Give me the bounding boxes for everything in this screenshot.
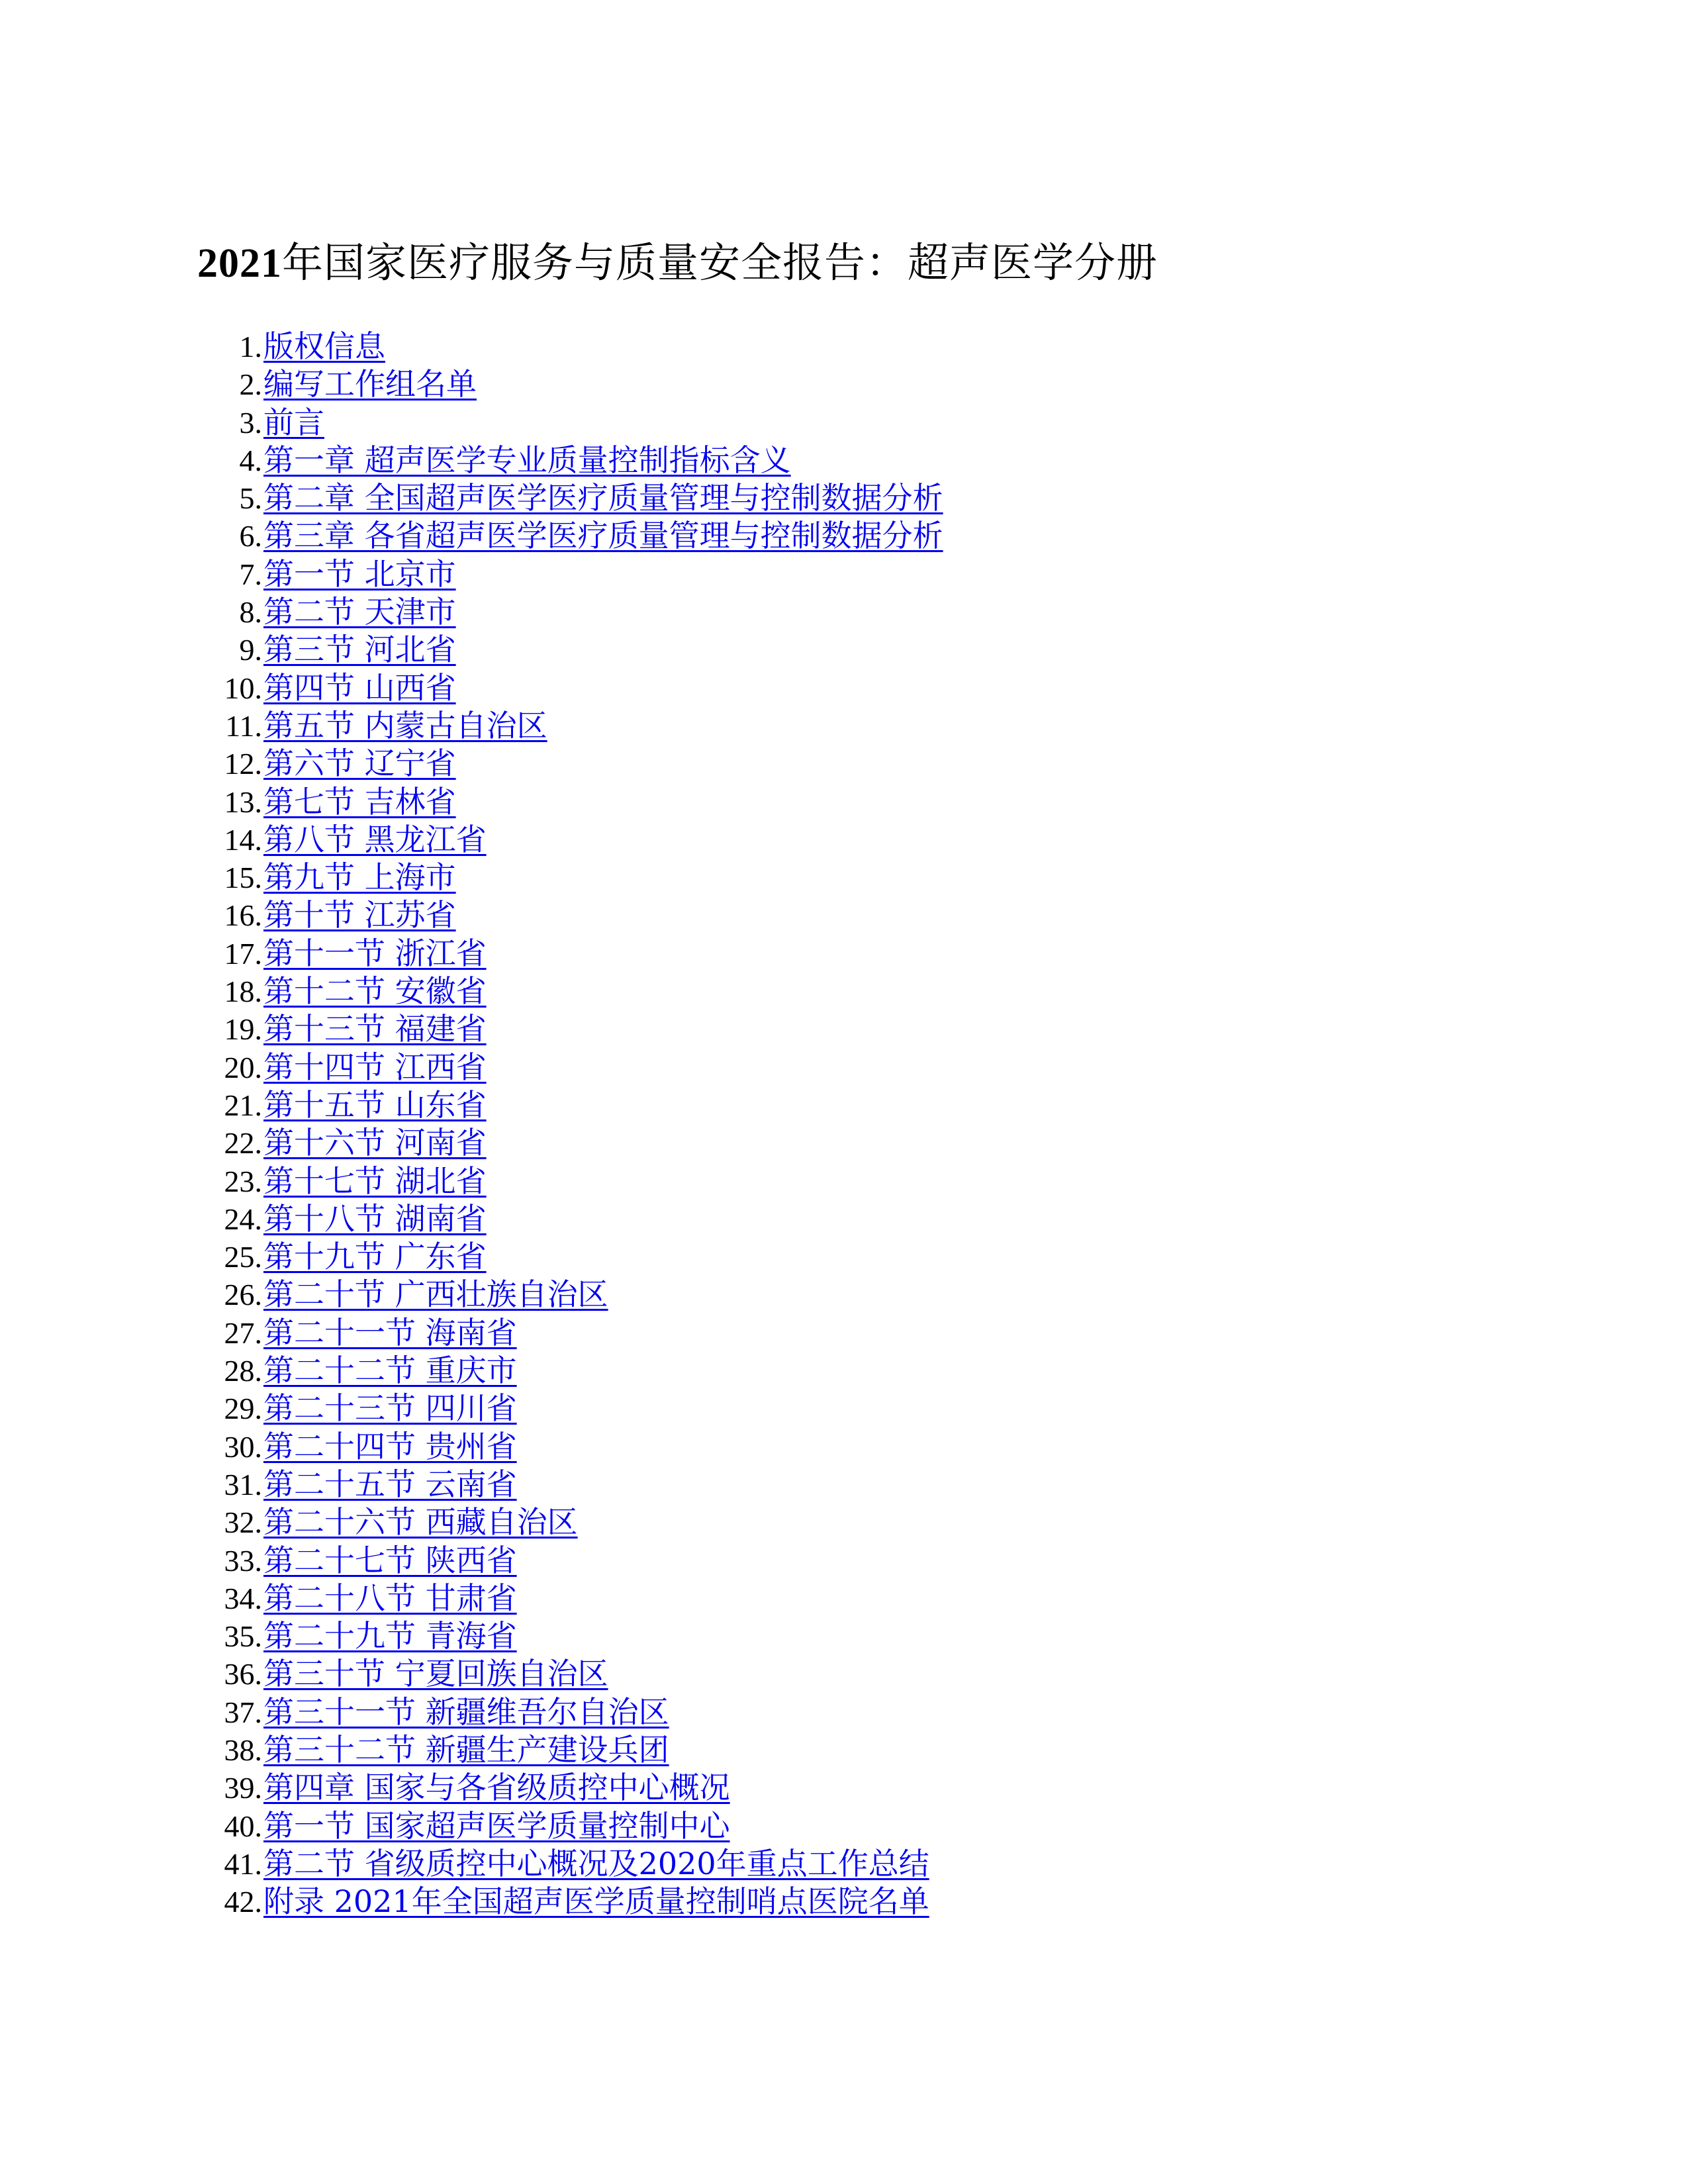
toc-link-section[interactable]: 第二十三节 四川省 [263,1390,517,1427]
toc-item-number: 12. [224,747,262,781]
toc-item [199,1655,943,1693]
toc-item-number: 11. [225,708,262,743]
toc-item [199,631,943,669]
title-text: 年国家医疗服务与质量安全报告：超声医学分册 [282,238,1158,287]
toc-item-number: 3. [239,405,262,440]
toc-item-number: 26. [224,1278,262,1312]
table-of-contents [199,328,943,1921]
toc-item-number: 10. [224,671,262,705]
toc-item [199,1238,943,1276]
toc-item [199,821,943,859]
toc-item-number: 9. [239,633,262,667]
toc-item-number: 15. [224,861,262,895]
toc-item-number: 13. [224,784,262,819]
toc-item-number: 16. [224,898,262,933]
toc-link-section[interactable]: 第三十一节 新疆维吾尔自治区 [263,1693,669,1730]
toc-item [199,745,943,783]
toc-item [199,365,943,403]
toc-item-number: 36. [224,1657,262,1691]
toc-link-section[interactable]: 第十二节 安徽省 [263,973,487,1010]
toc-item-number: 25. [224,1240,262,1274]
document-title [197,233,1158,293]
toc-item-number: 32. [224,1505,262,1540]
toc-item [199,1503,943,1541]
toc-link-section[interactable]: 第一节 北京市 [263,555,456,592]
toc-item [199,1200,943,1238]
toc-item [199,517,943,555]
toc-item-number: 18. [224,974,262,1009]
toc-item [199,1580,943,1617]
toc-item [199,1390,943,1427]
toc-item-number: 38. [224,1733,262,1767]
toc-link-section[interactable]: 第二十四节 贵州省 [263,1428,517,1464]
toc-item-number: 6. [239,519,262,553]
toc-item [199,1049,943,1086]
toc-item-number: 39. [224,1771,262,1805]
toc-link-section[interactable]: 第十四节 江西省 [263,1049,487,1085]
toc-item [199,555,943,593]
toc-item-number: 17. [224,936,262,971]
toc-link-copyright[interactable]: 版权信息 [263,328,385,364]
toc-item-number: 5. [239,481,262,516]
toc-link-section[interactable]: 第十五节 山东省 [263,1086,487,1123]
toc-item-number: 23. [224,1164,262,1198]
toc-link-section[interactable]: 第三十二节 新疆生产建设兵团 [263,1731,669,1768]
toc-item [199,1124,943,1162]
toc-link-section[interactable]: 第二十五节 云南省 [263,1466,517,1502]
toc-item-number: 19. [224,1012,262,1047]
toc-link-chapter-3[interactable]: 第三章 各省超声医学医疗质量管理与控制数据分析 [263,518,943,554]
toc-link-section[interactable]: 第二十八节 甘肃省 [263,1580,517,1616]
toc-link-section[interactable]: 第三十节 宁夏回族自治区 [263,1656,608,1692]
toc-link-section[interactable]: 第二十六节 西藏自治区 [263,1504,578,1541]
toc-item [199,1883,943,1921]
toc-link-section[interactable]: 第二节 天津市 [263,594,456,630]
toc-item-number: 30. [224,1429,262,1464]
toc-item-number: 22. [224,1126,262,1161]
toc-item-number: 8. [239,595,262,630]
toc-item-number: 1. [239,330,262,363]
toc-item [199,1731,943,1769]
toc-item [199,479,943,517]
toc-item-number: 7. [239,557,262,591]
toc-link-section[interactable]: 第二十节 广西壮族自治区 [263,1276,608,1313]
toc-link-section[interactable]: 第六节 辽宁省 [263,745,456,782]
title-year: 2021 [197,241,282,286]
toc-link-section[interactable]: 第二十一节 海南省 [263,1314,517,1351]
toc-link-section[interactable]: 第十七节 湖北省 [263,1163,487,1199]
toc-link-section[interactable]: 第四节 山西省 [263,669,456,706]
toc-link-section[interactable]: 第七节 吉林省 [263,783,456,820]
toc-link-section[interactable]: 第八节 黑龙江省 [263,821,487,857]
toc-item-number: 33. [224,1543,262,1578]
toc-link-section[interactable]: 第三节 河北省 [263,632,456,668]
toc-link-chapter-4[interactable]: 第四章 国家与各省级质控中心概况 [263,1770,730,1806]
toc-item-number: 24. [224,1202,262,1236]
toc-item-number: 37. [224,1695,262,1729]
toc-link-preface[interactable]: 前言 [263,404,324,440]
toc-item [199,328,943,365]
toc-item-number: 41. [224,1846,262,1881]
toc-link-section[interactable]: 第十八节 湖南省 [263,1200,487,1237]
toc-item-number: 35. [224,1619,262,1654]
toc-item-number: 31. [224,1467,262,1501]
toc-item-number: 4. [239,443,262,477]
toc-link-appendix[interactable]: 附录 2021年全国超声医学质量控制哨点医院名单 [263,1883,929,1920]
toc-item [199,1010,943,1048]
toc-item [199,935,943,973]
toc-item [199,707,943,745]
toc-link-section[interactable]: 第二节 省级质控中心概况及2020年重点工作总结 [263,1845,929,1881]
toc-item [199,1163,943,1200]
toc-link-section[interactable]: 第十六节 河南省 [263,1125,487,1161]
toc-link-editorial-team[interactable]: 编写工作组名单 [263,366,477,403]
toc-item [199,669,943,707]
toc-item [199,859,943,896]
toc-item [199,783,943,821]
toc-item-number: 40. [224,1809,262,1843]
toc-link-section[interactable]: 第五节 内蒙古自治区 [263,707,547,743]
toc-item [199,1693,943,1731]
toc-link-chapter-2[interactable]: 第二章 全国超声医学医疗质量管理与控制数据分析 [263,480,943,516]
toc-item-number: 20. [224,1050,262,1084]
toc-link-section[interactable]: 第九节 上海市 [263,859,456,896]
toc-item-number: 34. [224,1581,262,1615]
toc-item [199,973,943,1010]
toc-item [199,1807,943,1845]
toc-item-number: 21. [224,1088,262,1122]
toc-link-chapter-1[interactable]: 第一章 超声医学专业质量控制指标含义 [263,442,791,478]
toc-link-section[interactable]: 第一节 国家超声医学质量控制中心 [263,1807,730,1844]
toc-link-section[interactable]: 第十三节 福建省 [263,1011,487,1047]
toc-link-section[interactable]: 第二十二节 重庆市 [263,1353,517,1389]
toc-item-number: 2. [239,367,262,402]
toc-item [199,1769,943,1807]
toc-item [199,1276,943,1313]
toc-item-number: 27. [224,1315,262,1350]
toc-link-section[interactable]: 第二十七节 陕西省 [263,1542,517,1578]
toc-item-number: 42. [224,1885,262,1919]
toc-item [199,1086,943,1124]
toc-item [199,1617,943,1655]
toc-item [199,1466,943,1503]
toc-link-section[interactable]: 第二十九节 青海省 [263,1618,517,1654]
toc-link-section[interactable]: 第十节 江苏省 [263,897,456,933]
toc-item-number: 29. [224,1392,262,1426]
toc-item [199,1845,943,1883]
toc-item [199,896,943,934]
toc-item [199,1314,943,1352]
toc-item [199,1542,943,1580]
toc-link-section[interactable]: 第十九节 广东省 [263,1239,487,1275]
toc-item-number: 14. [224,822,262,857]
toc-item [199,404,943,442]
toc-link-section[interactable]: 第十一节 浙江省 [263,935,487,971]
toc-item-number: 28. [224,1354,262,1388]
toc-item [199,1352,943,1390]
toc-item [199,442,943,479]
toc-item [199,1428,943,1466]
toc-item [199,593,943,631]
